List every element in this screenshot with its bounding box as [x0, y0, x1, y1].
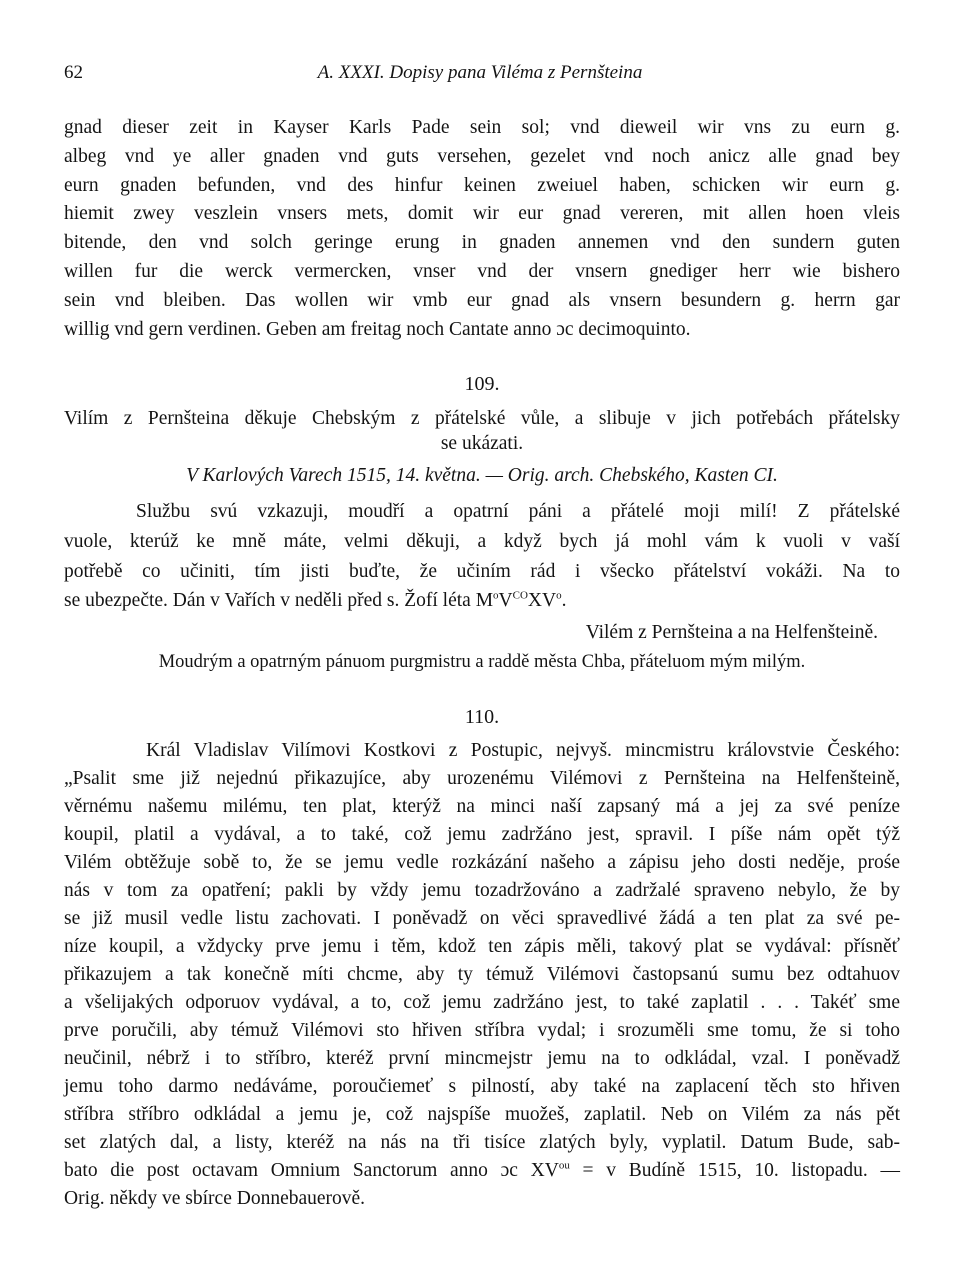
continuation-line: willen fur die werck vermercken, vnser vnd der vnsern gnediger herr wie bishero — [64, 261, 900, 282]
letter-110-final: Orig. někdy ve sbírce Donnebauerově. — [64, 1188, 366, 1209]
letter-109-summary: Vilím z Pernšteina děkuje Chebským z přátelské vůle, a slibuje v jich potřebách přátelsky — [64, 408, 900, 429]
letter-110-line: neučinil, nébrž i to stříbro, kteréž první mincmejstr jemu na to odkládal, vzal. I poněvadž — [64, 1048, 900, 1069]
letter-110-line: a všelijakých odporuov vydával, a to, což jemu zadržáno jest, to také zaplatil . . . Takéť sme — [64, 992, 900, 1013]
date-text: = v Budíně 1515, 10. listopadu. — — [569, 1160, 900, 1181]
letter-110-line: prve poručili, aby témuž Vilémovi sto hřiven stříbra vydal; i srozuměli sme tomu, že si toho — [64, 1020, 900, 1041]
letter-110-line: jemu toho darmo nedáváme, poroučiemeť s pilností, aby také na zaplacení těch sto hřiven — [64, 1076, 900, 1097]
date-text: bato die post octavam Omnium Sanctorum anno ɔc XV — [64, 1160, 559, 1181]
continuation-line: sein vnd bleiben. Das wollen wir vmb eur gnad als vnsern besundern g. herrn gar — [64, 290, 900, 311]
date-sup: o — [556, 589, 562, 602]
letter-110-line: „Psalit sme již nejednú přikazujíce, aby urozenému Vilémovi z Pernšteina na Helfenšteině, — [64, 768, 900, 789]
date-text: . — [561, 590, 567, 611]
page-number: 62 — [64, 62, 83, 83]
date-sup: CO — [512, 589, 528, 602]
letter-110-line: nás v tom za opatření; pakli by vždy jemu tozadržováno a zadržalé spraveno nebylo, že by — [64, 880, 900, 901]
letter-110-last-line — [64, 1157, 900, 1185]
letter-109-source: V Karlových Varech 1515, 14. května. — Orig. arch. Chebského, Kasten CI. — [186, 465, 778, 486]
letter-110-line: se již musil vedle listu zachovati. I poněvadž on věci spravedlivé žádá a ten plat za své pe- — [64, 908, 900, 929]
running-title: A. XXXI. Dopisy pana Viléma z Pernšteina — [317, 62, 643, 83]
letter-110-line: Král Vladislav Vilímovi Kostkovi z Postupic, nejvyš. mincmistru královstvie Českého: — [146, 740, 900, 761]
letter-110-line: set zlatých dal, a listy, kteréž na nás na tři tisíce zlatých byly, vyplatil. Datum Bude, sab- — [64, 1132, 900, 1153]
continuation-line: willig vnd gern verdinen. Geben am freitag noch Cantate anno ɔc decimoquinto. — [64, 319, 691, 340]
letter-109-body: potřebě co učiniti, tím jisti buďte, že učiním rád i všecko přátelství vokáži. Na to — [64, 561, 900, 582]
letter-110-line: věrnému našemu milému, ten plat, kterýž na minci naší zapsaný má a jej za své peníze — [64, 796, 900, 817]
date-sup: ou — [558, 1159, 570, 1172]
continuation-line: bitende, den vnd solch geringe erung in gnaden annemen vnd den sundern guten — [64, 232, 900, 253]
letter-110-line: Vilém obtěžuje sobě to, že se jemu vedle rozkázání našeho a zápisu jeho dosti neděje, prośe — [64, 852, 900, 873]
letter-110-line: stříbra stříbro odkládal a jemu je, což najspíše muožeš, zaplatil. Neb on Vilém za nás pět — [64, 1104, 900, 1125]
continuation-line: eurn gnaden befunden, vnd des hinfur keinen zweiuel haben, schicken wir eurn g. — [64, 175, 900, 196]
date-text: XV — [527, 590, 557, 611]
letter-109-number: 109. — [464, 373, 500, 395]
letter-110-number: 110. — [464, 706, 500, 728]
continuation-line: hiemit zwey veszlein vnsers mets, domit wir eur gnad vereren, mit allen hoen vleis — [64, 203, 900, 224]
date-text: se ubezpečte. Dán v Vařích v neděli před s. Žofí léta M — [64, 590, 494, 611]
letter-109-body: Službu svú vzkazuji, moudří a opatrní páni a přátelé moji milí! Z přátelské — [136, 501, 900, 522]
letter-109-address: Moudrým a opatrným pánuom purgmistru a raddě města Chba, přáteluom mým milým. — [158, 652, 806, 672]
letter-110-line: níze koupil, a vždycky prve jemu i těm, kdož ten zápis měli, takový plat se vydával: přísněť — [64, 936, 900, 957]
letter-109-body: vuole, kterúž ke mně máte, velmi děkuji, a když bych já mohl vám k vuoli v vaší — [64, 531, 900, 552]
letter-109-summary: se ukázati. — [440, 433, 524, 454]
letter-109-signature: Vilém z Pernšteina a na Helfenšteině. — [585, 622, 878, 643]
continuation-line: gnad dieser zeit in Kayser Karls Pade sein sol; vnd dieweil wir vns zu eurn g. — [64, 117, 900, 138]
continuation-line: albeg vnd ye aller gnaden vnd guts versehen, gezelet vnd noch anicz alle gnad bey — [64, 146, 900, 167]
letter-110-line: přikazujem a tak konečně míti chcme, aby ty témuž Vilémovi častopsanú sumu bez odtahuov — [64, 964, 900, 985]
letter-109-date-line — [64, 587, 900, 615]
date-sup: o — [493, 589, 499, 602]
date-text: V — [498, 590, 513, 611]
letter-110-line: koupil, platil a vydával, a to také, což jemu zadržáno jest, spravil. I píše nám opět týž — [64, 824, 900, 845]
page-header — [64, 62, 896, 92]
